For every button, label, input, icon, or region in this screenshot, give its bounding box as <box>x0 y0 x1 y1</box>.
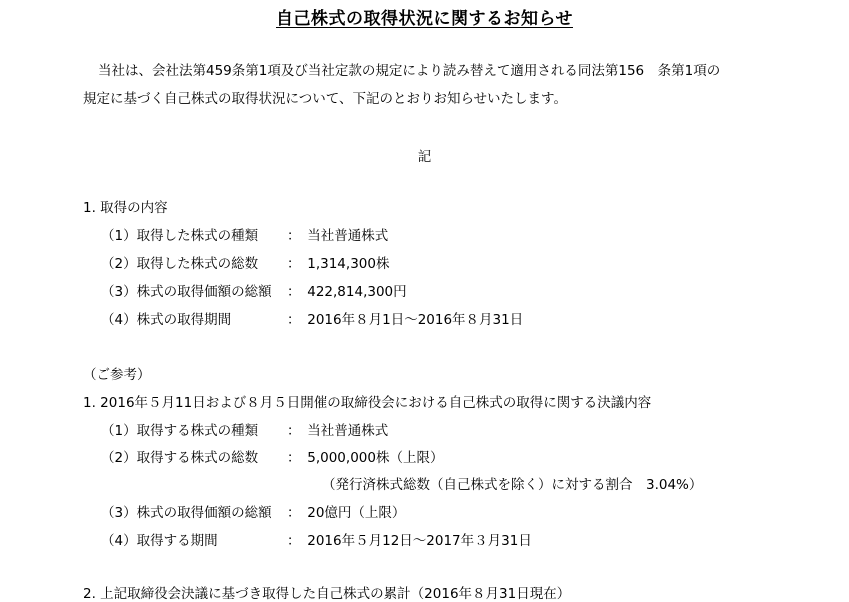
section1-item-value: ： 2016年８月1日～2016年８月31日 <box>287 312 524 328</box>
reference-item-label: （3）株式の取得価額の総額 <box>101 505 272 521</box>
section1-item-value: ： 1,314,300株 <box>287 256 390 272</box>
reference-item-value: ： 20億円（上限） <box>287 505 406 521</box>
reference-heading: （ご参考） <box>83 367 151 383</box>
section1-item-label: （2）取得した株式の総数 <box>101 256 259 272</box>
section1-heading: 1. 取得の内容 <box>83 200 168 216</box>
section1-item-label: （1）取得した株式の種類 <box>101 228 259 244</box>
reference-ratio-note: （発行済株式総数（自己株式を除く）に対する割合 3.04%） <box>322 477 703 493</box>
section1-item-label: （4）株式の取得期間 <box>101 312 232 328</box>
section1-item-value: ： 当社普通株式 <box>287 228 389 244</box>
document-title: 自己株式の取得状況に関するお知らせ <box>276 9 573 29</box>
reference-item-label: （2）取得する株式の総数 <box>101 450 259 466</box>
reference-sub2-heading: 2. 上記取締役会決議に基づき取得した自己株式の累計（2016年８月31日現在） <box>83 586 571 602</box>
reference-item-value: ： 2016年５月12日～2017年３月31日 <box>287 533 532 549</box>
section1-item-label: （3）株式の取得価額の総額 <box>101 284 272 300</box>
reference-sub1-heading: 1. 2016年５月11日および８月５日開催の取締役会における自己株式の取得に関する決議内容 <box>83 395 652 411</box>
reference-item-label: （1）取得する株式の種類 <box>101 423 259 439</box>
ki-heading: 記 <box>417 149 432 165</box>
reference-item-value: ： 当社普通株式 <box>287 423 389 439</box>
reference-item-value: ： 5,000,000株（上限） <box>287 450 444 466</box>
intro-paragraph-line-1: 当社は、会社法第459条第1項及び当社定款の規定により読み替えて適用される同法第156 条第1項の <box>98 63 721 79</box>
reference-item-label: （4）取得する期間 <box>101 533 218 549</box>
intro-paragraph-line-2: 規定に基づく自己株式の取得状況について、下記のとおりお知らせいたします。 <box>83 91 567 107</box>
section1-item-value: ： 422,814,300円 <box>287 284 407 300</box>
